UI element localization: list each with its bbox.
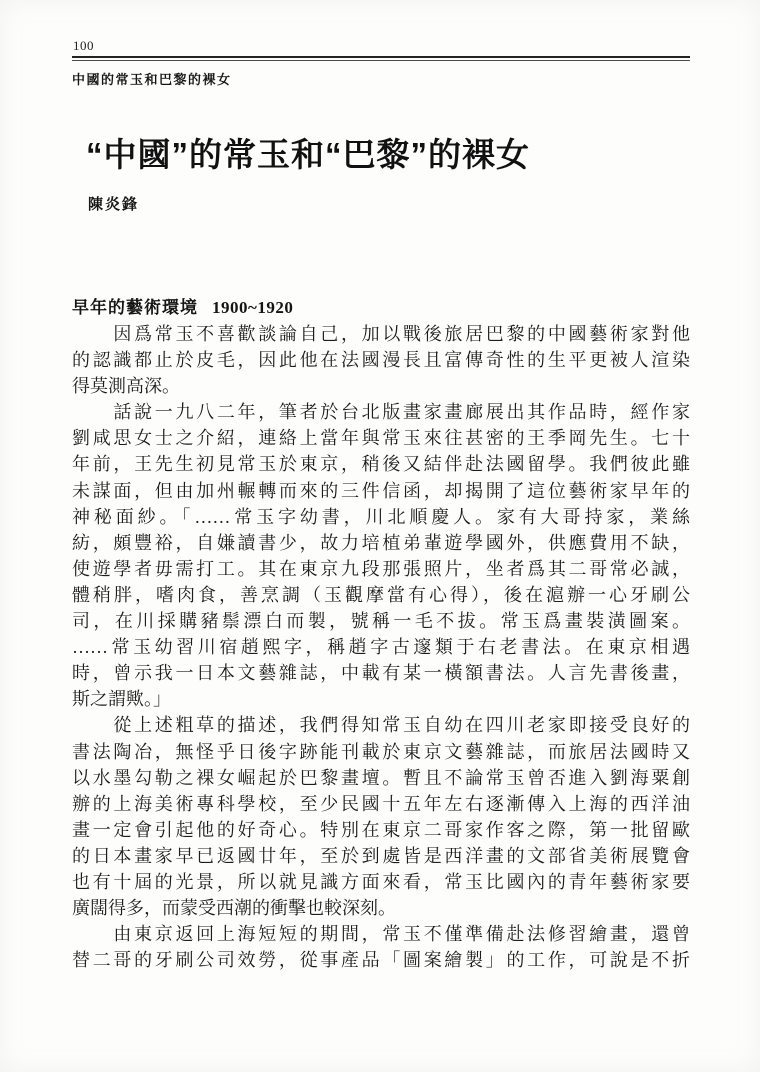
header-rule-top-line	[72, 56, 690, 58]
body-line: 得莫測高深。	[72, 376, 180, 397]
section-heading-text: 早年的藝術環境	[72, 298, 198, 317]
body-line: 神秘面紗。「……常玉字幼書，川北順慶人。家有大哥持家，業絲	[72, 506, 690, 527]
body-line: 因爲常玉不喜歡談論自己，加以戰後旅居巴黎的中國藝術家對他	[72, 324, 690, 344]
running-head: 中國的常玉和巴黎的裸女	[72, 72, 232, 87]
body-line: 從上述粗草的描述，我們得知常玉自幼在四川老家即接受良好的	[72, 715, 690, 736]
body-line: 話說一九八二年，筆者於台北版畫家畫廊展出其作品時，經作家	[72, 402, 690, 423]
body-line: 的日本畫家早已返國廿年，至於到處皆是西洋畫的文部省美術展覽會	[72, 845, 690, 866]
body-line: 劉咸思女士之介紹，連絡上當年與常玉來往甚密的王季岡先生。七十	[72, 428, 690, 449]
body-line: 未謀面，但由加州輾轉而來的三件信函，却揭開了這位藝術家早年的	[72, 480, 690, 501]
section-heading	[72, 293, 293, 318]
body-line: 也有十屆的光景，所以就見識方面來看，常玉比國內的青年藝術家要	[72, 871, 690, 892]
body-line: 斯之謂歟。」	[72, 689, 171, 710]
body-line: 年前，王先生初見常玉於東京，稍後又結伴赴法國留學。我們彼此雖	[72, 454, 690, 475]
body-line: 由東京返回上海短短的期間，常玉不僅準備赴法修習繪畫，還曾	[72, 924, 690, 945]
header-rule	[72, 56, 690, 62]
page-number: 100	[73, 38, 94, 53]
body-line: 辦的上海美術專科學校，至少民國十五年左右逐漸傳入上海的西洋油	[72, 793, 690, 814]
body-line: 時，曾示我一日本文藝雜誌，中載有某一橫額書法。人言先書後畫，	[72, 663, 690, 684]
article-body	[72, 321, 690, 973]
body-line: ……常玉幼習川宿趙熙字，稱趙字古邃類于右老書法。在東京相遇	[72, 637, 690, 658]
body-line: 司，在川採購豬鬃漂白而製，號稱一毛不拔。常玉爲畫裝潢圖案。	[72, 611, 690, 632]
body-line: 體稍胖，嗜肉食，善烹調（玉觀摩當有心得），後在滬辦一心牙刷公	[72, 584, 690, 605]
body-line: 以水墨勾勒之裸女崛起於巴黎畫壇。暫且不論常玉曾否進入劉海粟創	[72, 767, 690, 788]
body-line: 替二哥的牙刷公司效勞，從事產品「圖案繪製」的工作，可說是不折	[72, 950, 690, 971]
author-name: 陳炎鋒	[88, 196, 140, 213]
body-line: 書法陶冶，無怪乎日後字跡能刊載於東京文藝雜誌，而旅居法國時又	[72, 741, 690, 762]
header-rule-bottom-line	[72, 60, 690, 61]
body-line: 使遊學者毋需打工。其在東京九段那張照片，坐者爲其二哥常必誠，	[72, 558, 690, 579]
body-line: 廣闊得多，而蒙受西潮的衝擊也較深刻。	[72, 898, 396, 919]
body-line: 紡，頗豐裕，自嫌讀書少，故力培植弟輩遊學國外，供應費用不缺，	[72, 532, 690, 553]
article-title: “中國”的常玉和“巴黎”的裸女	[86, 136, 530, 173]
section-period: 1900~1920	[212, 298, 294, 317]
body-line: 的認識都止於皮毛，因此他在法國漫長且富傳奇性的生平更被人渲染	[72, 350, 690, 371]
body-line: 畫一定會引起他的好奇心。特別在東京二哥家作客之際，第一批留歐	[72, 819, 690, 840]
